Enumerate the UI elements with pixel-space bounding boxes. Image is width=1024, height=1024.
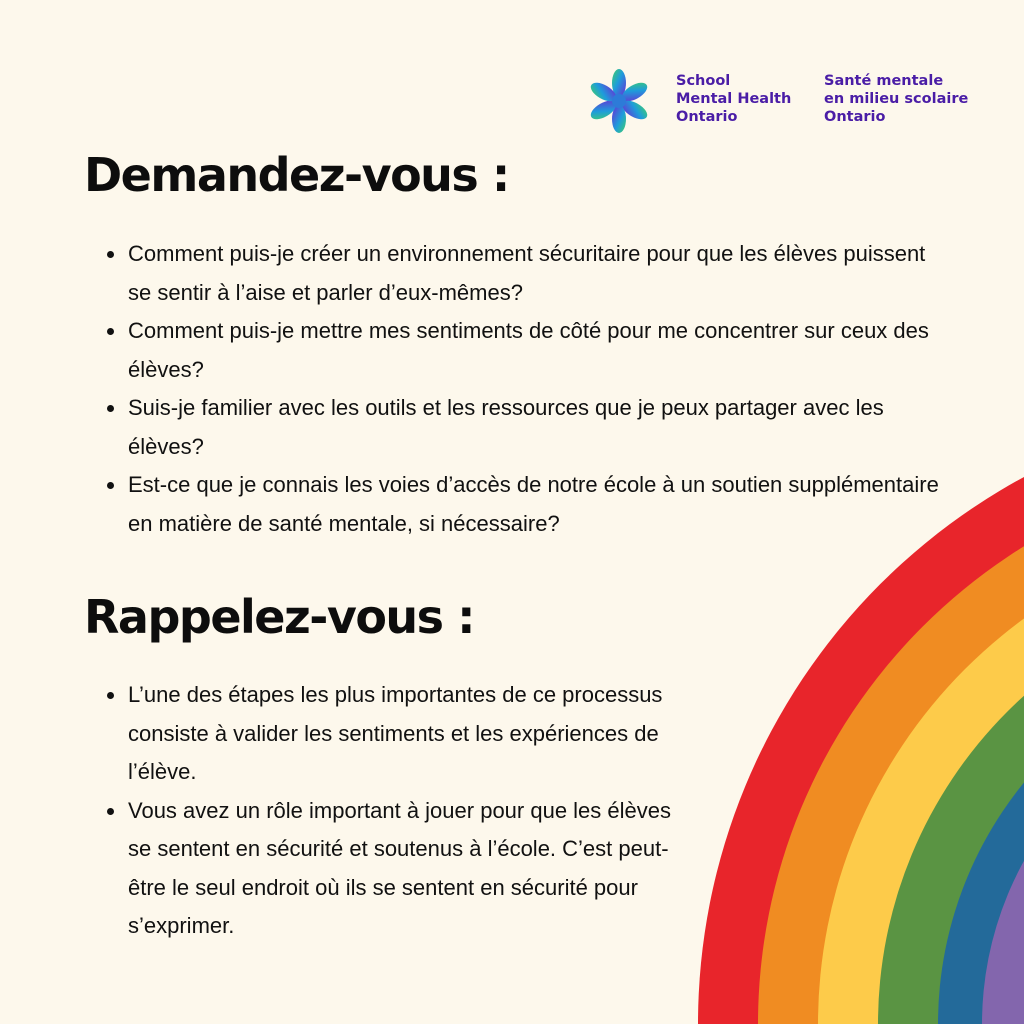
list-item: L’une des étapes les plus importantes de ce processus consiste à valider les sentiments et les expériences de l’élève.	[84, 676, 684, 792]
logo-fr-line: Ontario	[824, 109, 886, 125]
logo-en-line: School	[676, 73, 731, 89]
list-item: Suis-je familier avec les outils et les ressources que je peux partager avec les élèves?	[84, 389, 944, 466]
list-item: Est-ce que je connais les voies d’accès de notre école à un soutien supplémentaire en matière de santé mentale, si nécessaire?	[84, 466, 944, 543]
flower-logo-icon	[586, 68, 652, 134]
ask-yourself-heading: Demandez-vous :	[84, 148, 509, 202]
logo-fr-line: Santé mentale	[824, 73, 944, 89]
smho-logo	[586, 68, 986, 138]
list-item: Comment puis-je créer un environnement sécuritaire pour que les élèves puissent se sentir à l’aise et parler d’eux-mêmes?	[84, 235, 944, 312]
logo-text-french	[824, 72, 968, 126]
remember-list	[84, 676, 684, 946]
logo-en-line: Mental Health	[676, 91, 792, 107]
logo-fr-line: en milieu scolaire	[824, 91, 969, 107]
logo-text-english	[676, 72, 791, 126]
logo-en-line: Ontario	[676, 109, 738, 125]
remember-heading: Rappelez-vous :	[84, 590, 474, 644]
list-item: Vous avez un rôle important à jouer pour que les élèves se sentent en sécurité et soutenus à l’école. C’est peut-être le seul endroit où ils se sentent en sécurité pour s’exprimer.	[84, 792, 684, 946]
ask-yourself-list	[84, 235, 944, 543]
list-item: Comment puis-je mettre mes sentiments de côté pour me concentrer sur ceux des élèves?	[84, 312, 944, 389]
